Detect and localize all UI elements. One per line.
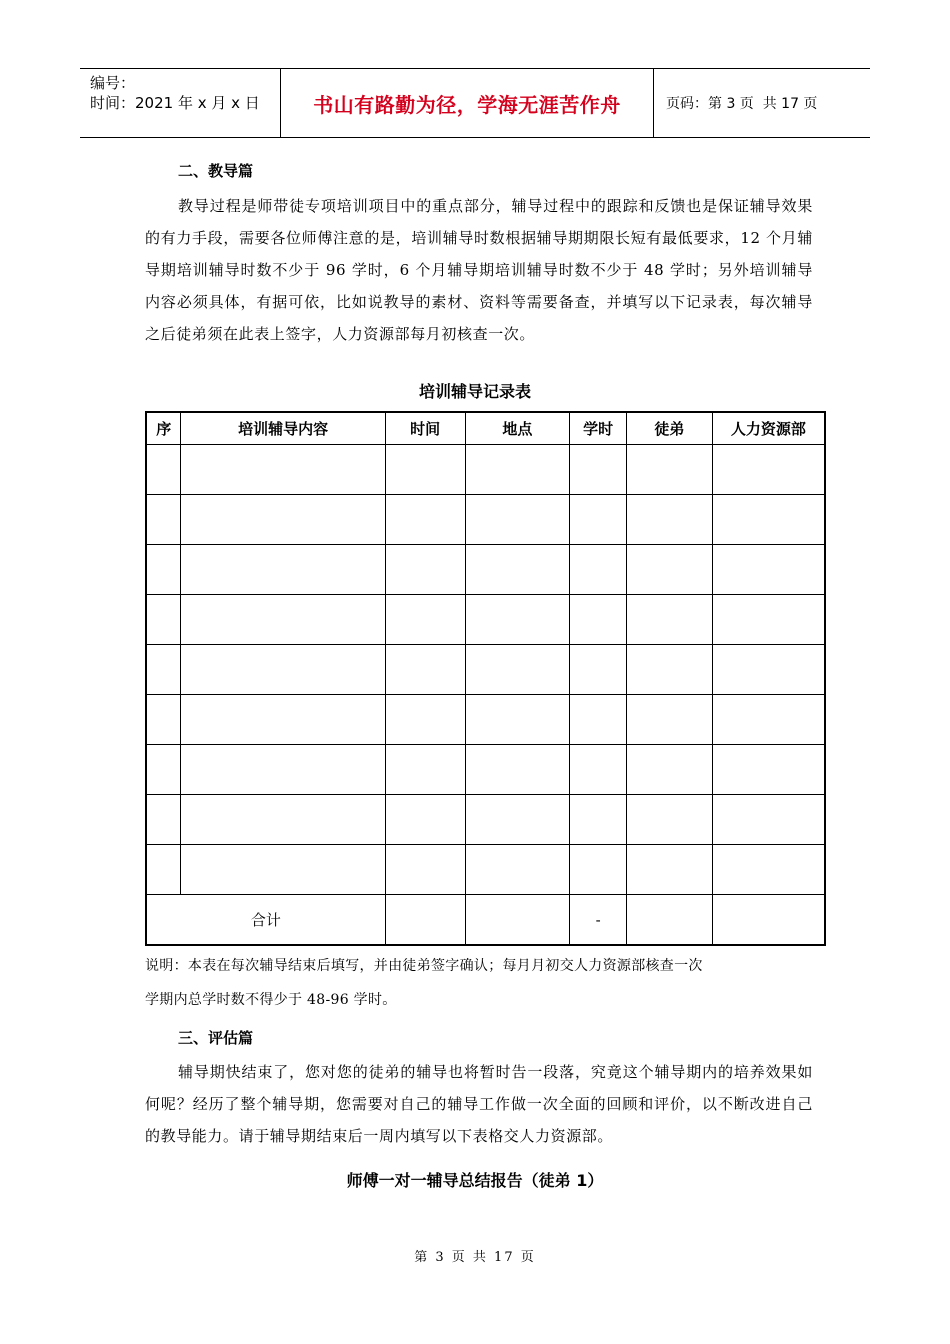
- header-page-info: [654, 69, 870, 137]
- cell-hours[interactable]: [570, 795, 627, 845]
- table-row: [146, 645, 825, 695]
- cell-hr[interactable]: [712, 645, 825, 695]
- header-page-info-text: 页码：第 3 页 共 17 页: [666, 96, 818, 112]
- cell-apprentice[interactable]: [627, 495, 713, 545]
- cell-time[interactable]: [385, 845, 465, 895]
- page-header: [80, 68, 870, 138]
- cell-index[interactable]: [146, 595, 181, 645]
- cell-hours[interactable]: [570, 745, 627, 795]
- cell-content[interactable]: [181, 645, 385, 695]
- cell-index[interactable]: [146, 495, 181, 545]
- cell-apprentice[interactable]: [627, 745, 713, 795]
- cell-index[interactable]: [146, 645, 181, 695]
- table-body: [146, 445, 825, 946]
- cell-hours[interactable]: [570, 545, 627, 595]
- col-header-apprentice: 徒弟: [627, 412, 713, 445]
- cell-location[interactable]: [465, 595, 570, 645]
- cell-hours[interactable]: [570, 845, 627, 895]
- table-row: [146, 795, 825, 845]
- cell-time[interactable]: [385, 495, 465, 545]
- section-paragraph-evaluation: 辅导期快结束了，您对您的徒弟的辅导也将暂时告一段落，究竟这个辅导期内的培养效果如何呢？经历了整个辅导期，您需要对自己的辅导工作做一次全面的回顾和评价，以不断改进自己的教导能力。请于辅导期结束后一周内填写以下表格交人力资源部。: [145, 1063, 813, 1145]
- report-title: 师傅一对一辅导总结报告（徒弟 1）: [346, 1171, 604, 1190]
- cell-hr[interactable]: [712, 545, 825, 595]
- cell-content[interactable]: [181, 745, 385, 795]
- cell-index[interactable]: [146, 545, 181, 595]
- col-header-content: 培训辅导内容: [181, 412, 385, 445]
- table-note-line1: 说明：本表在每次辅导结束后填写，并由徒弟签字确认；每月月初交人力资源部核查一次: [145, 958, 703, 974]
- cell-time[interactable]: [385, 745, 465, 795]
- cell-hours[interactable]: [570, 445, 627, 495]
- table-title: 培训辅导记录表: [418, 382, 531, 401]
- cell-location[interactable]: [465, 695, 570, 745]
- cell-apprentice[interactable]: [627, 795, 713, 845]
- cell-location[interactable]: [465, 645, 570, 695]
- cell-hours[interactable]: [570, 695, 627, 745]
- table-header-row: [146, 412, 825, 445]
- cell-location[interactable]: [465, 795, 570, 845]
- total-hours-cell: -: [570, 895, 627, 946]
- total-time-cell[interactable]: [385, 895, 465, 946]
- cell-time[interactable]: [385, 595, 465, 645]
- table-row: [146, 695, 825, 745]
- table-row: [146, 745, 825, 795]
- table-row: [146, 495, 825, 545]
- cell-apprentice[interactable]: [627, 545, 713, 595]
- table-total-row: [146, 895, 825, 946]
- cell-apprentice[interactable]: [627, 445, 713, 495]
- cell-hours[interactable]: [570, 495, 627, 545]
- cell-index[interactable]: [146, 445, 181, 495]
- page-footer: 第 3 页 共 17 页: [414, 1250, 536, 1265]
- col-header-hr: 人力资源部: [712, 412, 825, 445]
- col-header-location: 地点: [465, 412, 570, 445]
- cell-time[interactable]: [385, 795, 465, 845]
- cell-hr[interactable]: [712, 845, 825, 895]
- cell-apprentice[interactable]: [627, 595, 713, 645]
- cell-hours[interactable]: [570, 645, 627, 695]
- header-meta: [80, 69, 281, 137]
- cell-content[interactable]: [181, 845, 385, 895]
- cell-hr[interactable]: [712, 495, 825, 545]
- cell-location[interactable]: [465, 545, 570, 595]
- cell-index[interactable]: [146, 845, 181, 895]
- cell-location[interactable]: [465, 495, 570, 545]
- header-motto: 书山有路勤为径，学海无涯苦作舟: [281, 69, 654, 137]
- cell-hours[interactable]: [570, 595, 627, 645]
- training-record-table: [145, 411, 826, 946]
- cell-index[interactable]: [146, 695, 181, 745]
- cell-hr[interactable]: [712, 745, 825, 795]
- cell-content[interactable]: [181, 695, 385, 745]
- table-note-line2: 学期内总学时数不得少于 48-96 学时。: [145, 992, 397, 1008]
- section-title-teaching: 二、教导篇: [178, 162, 254, 180]
- table-row: [146, 545, 825, 595]
- cell-content[interactable]: [181, 795, 385, 845]
- cell-content[interactable]: [181, 595, 385, 645]
- cell-hr[interactable]: [712, 445, 825, 495]
- table-row: [146, 445, 825, 495]
- table-row: [146, 845, 825, 895]
- cell-apprentice[interactable]: [627, 645, 713, 695]
- header-number-label: 编号：: [90, 74, 136, 92]
- cell-hr[interactable]: [712, 795, 825, 845]
- total-label: 合计: [146, 895, 385, 946]
- cell-index[interactable]: [146, 795, 181, 845]
- cell-time[interactable]: [385, 645, 465, 695]
- cell-time[interactable]: [385, 445, 465, 495]
- cell-apprentice[interactable]: [627, 845, 713, 895]
- cell-apprentice[interactable]: [627, 695, 713, 745]
- col-header-time: 时间: [385, 412, 465, 445]
- section-title-evaluation: 三、评估篇: [178, 1029, 254, 1047]
- table-row: [146, 595, 825, 645]
- section-paragraph-teaching: 教导过程是师带徒专项培训项目中的重点部分，辅导过程中的跟踪和反馈也是保证辅导效果的有力手段，需要各位师傅注意的是，培训辅导时数根据辅导期期限长短有最低要求，12 个月辅导期培训辅导时数不少于 96 学时，6 个月辅导期培训辅导时数不少于 48 学时；另外培训辅导内容必须具体，有据可依，比如说教导的素材、资料等需要备查，并填写以下记录表，每次辅导之后徒弟须在此表上签字，人力资源部每月初核查一次。: [145, 197, 813, 343]
- cell-location[interactable]: [465, 845, 570, 895]
- cell-content[interactable]: [181, 445, 385, 495]
- header-time-label: 时间：2021 年 x 月 x 日: [90, 94, 260, 112]
- total-apprentice-cell[interactable]: [627, 895, 713, 946]
- col-header-index: 序: [146, 412, 181, 445]
- cell-location[interactable]: [465, 445, 570, 495]
- col-header-hours: 学时: [570, 412, 627, 445]
- cell-content[interactable]: [181, 545, 385, 595]
- cell-content[interactable]: [181, 495, 385, 545]
- cell-time[interactable]: [385, 545, 465, 595]
- cell-time[interactable]: [385, 695, 465, 745]
- cell-index[interactable]: [146, 745, 181, 795]
- cell-hr[interactable]: [712, 695, 825, 745]
- total-hr-cell[interactable]: [712, 895, 825, 946]
- cell-hr[interactable]: [712, 595, 825, 645]
- total-location-cell[interactable]: [465, 895, 570, 946]
- cell-location[interactable]: [465, 745, 570, 795]
